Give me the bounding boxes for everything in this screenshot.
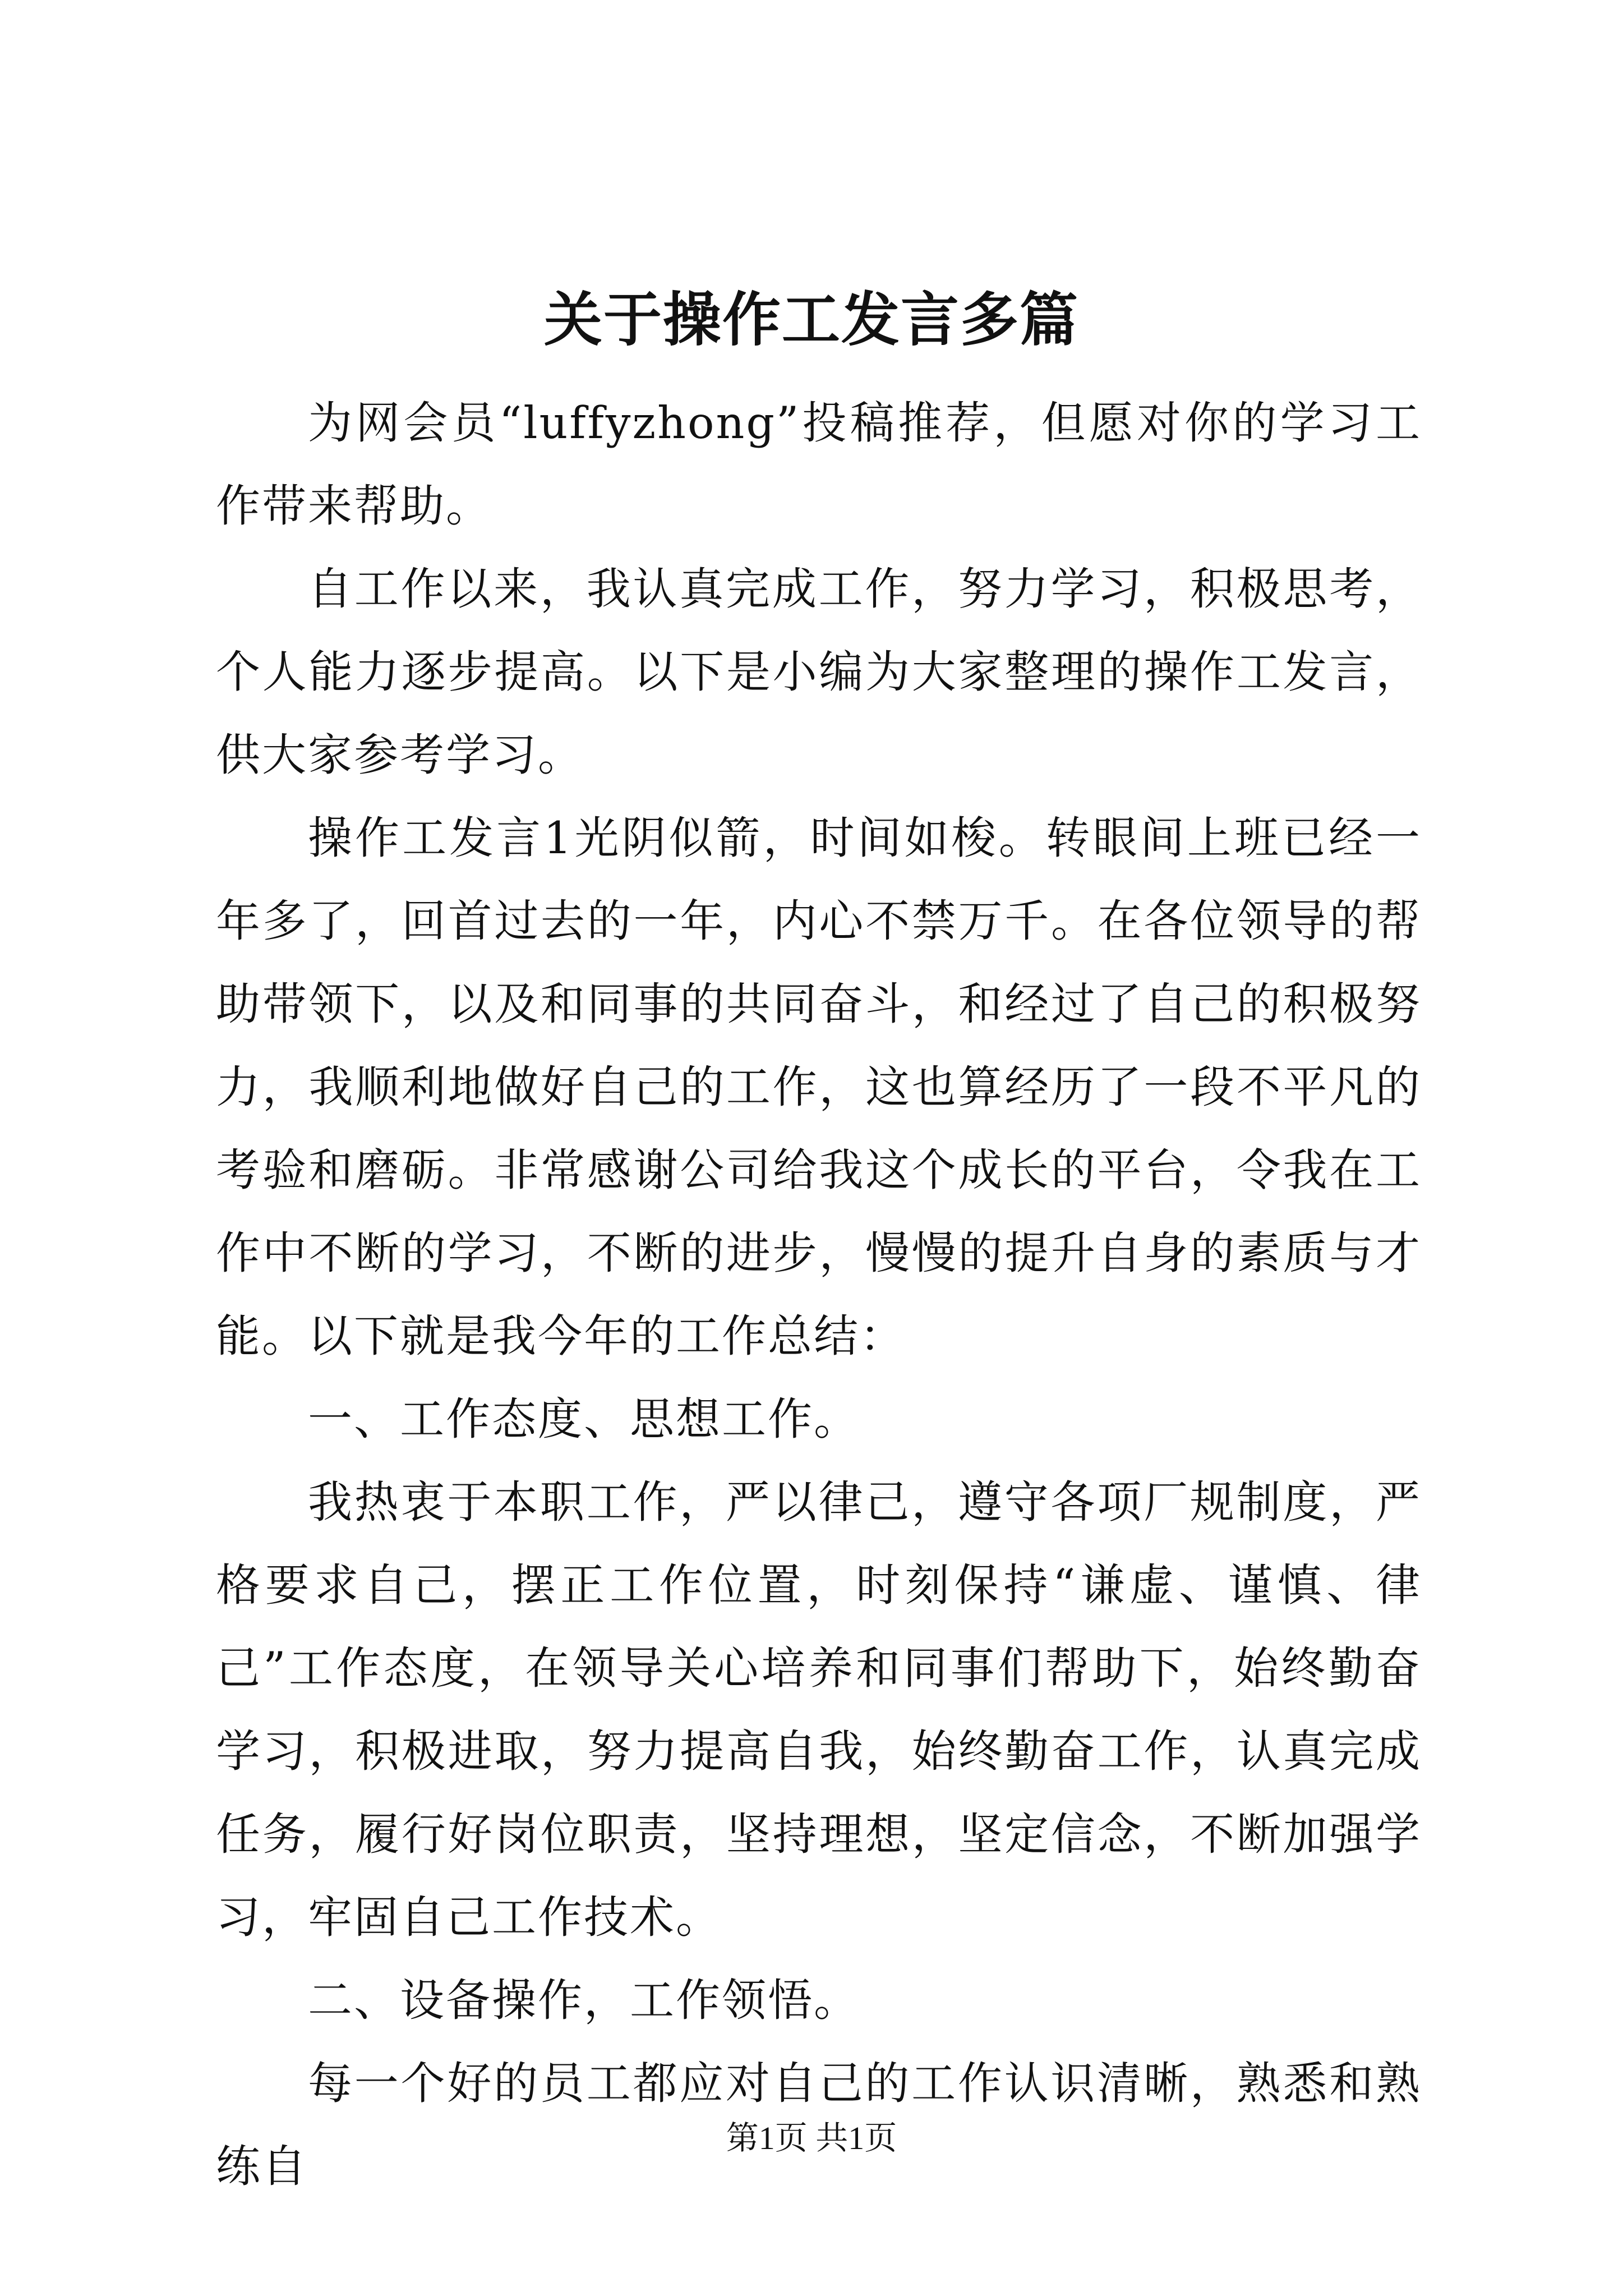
paragraph-summary: 自工作以来，我认真完成工作，努力学习，积极思考，个人能力逐步提高。以下是小编为大家整理的操作工发言，供大家参考学习。 [216,563,1422,781]
section-heading-attitude: 一、工作态度、思想工作。 [308,1393,860,1445]
paragraph-attitude: 我热衷于本职工作，严以律己，遵守各项厂规制度，严格要求自己，摆正工作位置，时刻保持“谦虚、谨慎、律己”工作态度，在领导关心培养和同事们帮助下，始终勤奋学习，积极进取，努力提高自我，始终勤奋工作，认真完成任务，履行好岗位职责，坚持理想，坚定信念，不断加强学习，牢固自己工作技术。 [216,1476,1422,1943]
page-number-footer: 第1页 共1页 [726,2120,897,2156]
section-heading-equipment: 二、设备操作，工作领悟。 [308,1975,860,2026]
paragraph-equipment: 每一个好的员工都应对自己的工作认识清晰，熟悉和熟练自 [216,2058,1422,2192]
document-body [216,381,1422,2208]
document-title: 关于操作工发言多篇 [543,285,1079,354]
paragraph-speech-1: 操作工发言1光阴似箭，时间如梭。转眼间上班已经一年多了，回首过去的一年，内心不禁万千。在各位领导的帮助带领下，以及和同事的共同奋斗，和经过了自己的积极努力，我顺利地做好自己的工作，这也算经历了一段不平凡的考验和磨砺。非常感谢公司给我这个成长的平台，令我在工作中不断的学习，不断的进步，慢慢的提升自身的素质与才能。以下就是我今年的工作总结： [216,812,1422,1362]
paragraph-intro: 为网会员“luffyzhong”投稿推荐，但愿对你的学习工作带来帮助。 [216,397,1422,532]
